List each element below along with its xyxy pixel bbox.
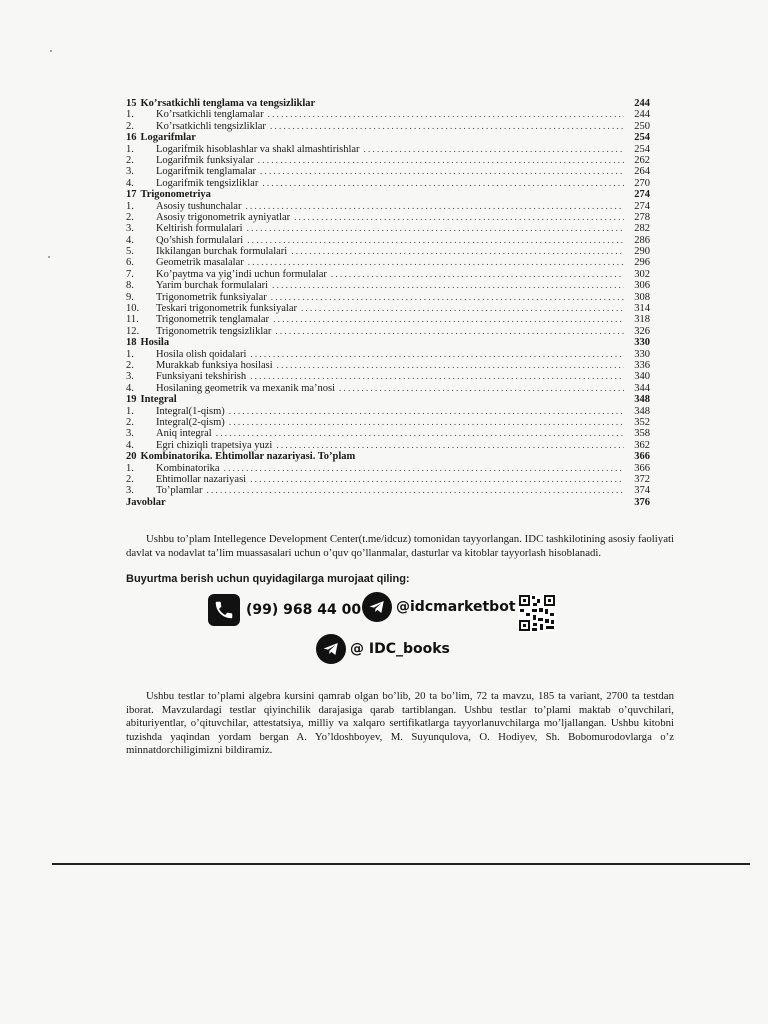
telegram-bot-contact[interactable] <box>362 592 516 622</box>
toc-section-title: Trigonometrik tengsizliklar <box>156 325 272 337</box>
toc-section[interactable] <box>126 406 650 417</box>
toc-section[interactable] <box>126 349 650 360</box>
toc-section[interactable] <box>126 235 650 246</box>
toc-section-number: 8. <box>126 280 134 292</box>
toc-leader-dots <box>224 463 624 474</box>
toc-section-number: 2. <box>126 359 134 371</box>
toc-page-number: 366 <box>634 451 650 463</box>
toc-chapter-number: 18 <box>126 337 137 349</box>
toc-leader-dots <box>250 371 624 382</box>
toc-section-title: Qo’shish formulalari <box>156 234 244 246</box>
toc-page-number: 358 <box>634 428 650 440</box>
toc-page-number: 336 <box>634 359 650 371</box>
toc-section-number: 1. <box>126 462 134 474</box>
toc-leader-dots <box>364 144 624 155</box>
toc-section[interactable] <box>126 166 650 177</box>
toc-leader-dots <box>294 212 624 223</box>
toc-section-title: Trigonometrik tenglamalar <box>156 314 270 326</box>
toc-page-number: 340 <box>634 371 650 383</box>
toc-section-number: 1. <box>126 200 134 212</box>
toc-section[interactable] <box>126 144 650 155</box>
toc-page-number: 306 <box>634 280 650 292</box>
toc-chapter-title: Kombinatorika. Ehtimollar nazariyasi. To’plam <box>140 451 356 463</box>
toc-section[interactable] <box>126 303 650 314</box>
toc-chapter[interactable] <box>126 132 650 143</box>
toc-page-number: 244 <box>634 98 650 109</box>
toc-section[interactable] <box>126 121 650 132</box>
toc-page-number: 254 <box>634 132 650 144</box>
toc-leader-dots <box>247 223 624 234</box>
toc-section-number: 1. <box>126 143 134 155</box>
telegram-channel-handle: @ IDC_books <box>350 641 450 657</box>
footer-divider <box>52 863 750 865</box>
toc-leader-dots <box>245 201 624 212</box>
toc-leader-dots <box>275 326 624 337</box>
telegram-channel-contact[interactable] <box>316 634 450 664</box>
toc-section-number: 4. <box>126 234 134 246</box>
toc-section-title: Logarifmik tenglamalar <box>156 166 257 178</box>
toc-leader-dots <box>262 178 624 189</box>
toc-section[interactable] <box>126 223 650 234</box>
toc-section-number: 2. <box>126 154 134 166</box>
toc-leader-dots <box>271 292 624 303</box>
toc-section-title: Ehtimollar nazariyasi <box>156 473 247 485</box>
toc-section-title: Asosiy tushunchalar <box>156 200 242 212</box>
toc-leader-dots <box>250 474 624 485</box>
toc-section[interactable] <box>126 474 650 485</box>
phone-number: (99) 968 44 00 <box>246 602 362 618</box>
toc-section[interactable] <box>126 212 650 223</box>
toc-section[interactable] <box>126 326 650 337</box>
toc-section[interactable] <box>126 201 650 212</box>
toc-page-number: 352 <box>634 416 650 428</box>
toc-leader-dots <box>229 406 624 417</box>
toc-leader-dots <box>216 428 624 439</box>
toc-section[interactable] <box>126 417 650 428</box>
toc-section-number: 10. <box>126 303 140 315</box>
toc-section-title: Logarifmik hisoblashlar va shakl almashtirishlar <box>156 143 360 155</box>
telegram-icon <box>316 634 346 664</box>
toc-page-number: 244 <box>634 109 650 121</box>
toc-page-number: 296 <box>634 257 650 269</box>
toc-section[interactable] <box>126 178 650 189</box>
toc-section-number: 2. <box>126 120 134 132</box>
toc-section-title: Aniq integral <box>156 428 212 440</box>
toc-page-number: 330 <box>634 337 650 349</box>
toc-leader-dots <box>331 269 624 280</box>
toc-section-number: 3. <box>126 223 134 235</box>
toc-chapter[interactable] <box>126 451 650 462</box>
toc-section-title: Ko’paytma va yig’indi uchun formulalar <box>156 268 327 280</box>
table-of-contents <box>126 98 650 508</box>
toc-section[interactable] <box>126 360 650 371</box>
toc-section-title: Asosiy trigonometrik ayniyatlar <box>156 211 291 223</box>
toc-section[interactable] <box>126 463 650 474</box>
toc-section-number: 7. <box>126 268 134 280</box>
toc-leader-dots <box>250 349 624 360</box>
toc-section[interactable] <box>126 314 650 325</box>
intro-paragraph: Ushbu to’plam Intellegence Development Center(t.me/idcuz) tomonidan tayyorlangan. IDC tashkilotining asosiy faoliyati davlat va nodavlat ta’lim muassasalari uchun o’quv qo’llanmalar, dasturlar va kitoblar tayyorlash hisoblanadi. <box>126 533 674 559</box>
order-heading: Buyurtma berish uchun quyidagilarga murojaat qiling: <box>126 573 410 585</box>
toc-chapter-number: 16 <box>126 132 137 144</box>
toc-leader-dots <box>301 303 624 314</box>
toc-chapter[interactable] <box>126 337 650 348</box>
toc-chapter-title: Ko’rsatkichli tenglama va tengsizliklar <box>140 98 316 109</box>
toc-chapter-title: Javoblar <box>126 496 166 508</box>
toc-chapter-title: Trigonometriya <box>140 189 211 201</box>
toc-page-number: 376 <box>634 496 650 508</box>
toc-section-number: 3. <box>126 485 134 497</box>
toc-leader-dots <box>247 235 624 246</box>
toc-section-title: Kombinatorika <box>156 462 220 474</box>
toc-section[interactable] <box>126 257 650 268</box>
toc-section-title: Ikkilangan burchak formulalari <box>156 246 288 258</box>
toc-page-number: 274 <box>634 200 650 212</box>
toc-chapter-number: 20 <box>126 451 137 463</box>
toc-section-title: Yarim burchak formulalari <box>156 280 269 292</box>
toc-page-number: 348 <box>634 394 650 406</box>
toc-chapter[interactable] <box>126 98 650 109</box>
toc-section-number: 6. <box>126 257 134 269</box>
toc-section-title: Teskari trigonometrik funksiyalar <box>156 303 297 315</box>
toc-page-number: 362 <box>634 439 650 451</box>
toc-page-number: 264 <box>634 166 650 178</box>
toc-section-number: 12. <box>126 325 140 337</box>
toc-section-number: 2. <box>126 416 134 428</box>
toc-page-number: 372 <box>634 473 650 485</box>
qr-code-icon <box>518 594 556 632</box>
toc-leader-dots <box>207 485 625 496</box>
toc-section-number: 2. <box>126 473 134 485</box>
toc-page-number: 314 <box>634 303 650 315</box>
toc-section[interactable] <box>126 280 650 291</box>
toc-chapter-number: 19 <box>126 394 137 406</box>
toc-page-number: 302 <box>634 268 650 280</box>
toc-chapter[interactable] <box>126 189 650 200</box>
toc-section-number: 1. <box>126 405 134 417</box>
toc-leader-dots <box>273 314 624 325</box>
toc-leader-dots <box>277 360 624 371</box>
toc-section-title: Egri chiziqli trapetsiya yuzi <box>156 439 273 451</box>
toc-section-number: 4. <box>126 439 134 451</box>
toc-leader-dots <box>339 383 624 394</box>
toc-page-number: 344 <box>634 382 650 394</box>
toc-chapter-title: Integral <box>140 394 177 406</box>
toc-page-number: 262 <box>634 154 650 166</box>
toc-leader-dots <box>258 155 624 166</box>
toc-page-number: 374 <box>634 485 650 497</box>
toc-chapter-title: Hosila <box>140 337 170 349</box>
toc-page-number: 270 <box>634 177 650 189</box>
toc-section[interactable] <box>126 428 650 439</box>
toc-page-number: 326 <box>634 325 650 337</box>
toc-leader-dots <box>229 417 624 428</box>
toc-section-number: 1. <box>126 348 134 360</box>
phone-contact[interactable] <box>208 594 361 626</box>
toc-section[interactable] <box>126 246 650 257</box>
toc-section-title: Integral(1-qism) <box>156 405 225 417</box>
toc-chapter-number: 17 <box>126 189 137 201</box>
toc-chapter[interactable] <box>126 497 650 508</box>
toc-page-number: 366 <box>634 462 650 474</box>
toc-section-number: 11. <box>126 314 139 326</box>
toc-section[interactable] <box>126 155 650 166</box>
toc-section-title: To’plamlar <box>156 485 203 497</box>
toc-chapter-title: Logarifmlar <box>140 132 196 144</box>
toc-section[interactable] <box>126 440 650 451</box>
toc-section-title: Funksiyani tekshirish <box>156 371 247 383</box>
toc-section-title: Hosila olish qoidalari <box>156 348 247 360</box>
toc-leader-dots <box>270 121 624 132</box>
toc-page-number: 282 <box>634 223 650 235</box>
toc-chapter[interactable] <box>126 394 650 405</box>
toc-section-title: Ko’rsatkichli tenglamalar <box>156 109 264 121</box>
toc-section-title: Logarifmik funksiyalar <box>156 154 254 166</box>
toc-section[interactable] <box>126 371 650 382</box>
toc-page-number: 286 <box>634 234 650 246</box>
phone-icon <box>208 594 240 626</box>
toc-section-number: 3. <box>126 428 134 440</box>
toc-leader-dots <box>268 109 624 120</box>
toc-page-number: 274 <box>634 189 650 201</box>
toc-leader-dots <box>260 166 624 177</box>
toc-section-number: 4. <box>126 177 134 189</box>
toc-leader-dots <box>272 280 624 291</box>
toc-section[interactable] <box>126 109 650 120</box>
toc-page-number: 308 <box>634 291 650 303</box>
toc-page-number: 290 <box>634 246 650 258</box>
toc-section-title: Ko’rsatkichli tengsizliklar <box>156 120 266 132</box>
toc-section-number: 9. <box>126 291 134 303</box>
toc-page-number: 254 <box>634 143 650 155</box>
toc-section[interactable] <box>126 269 650 280</box>
toc-page-number: 278 <box>634 211 650 223</box>
toc-section[interactable] <box>126 485 650 496</box>
toc-chapter-number: 15 <box>126 98 137 109</box>
toc-section-number: 2. <box>126 211 134 223</box>
toc-section-title: Hosilaning geometrik va mexanik ma’nosi <box>156 382 336 394</box>
toc-section-number: 4. <box>126 382 134 394</box>
toc-section-number: 1. <box>126 109 134 121</box>
toc-section-title: Geometrik masalalar <box>156 257 244 269</box>
toc-page-number: 318 <box>634 314 650 326</box>
telegram-bot-handle: @idcmarketbot <box>396 599 516 615</box>
description-paragraph: Ushbu testlar to’plami algebra kursini qamrab olgan bo’lib, 20 ta bo’lim, 72 ta mavzu, 185 ta variant, 2700 ta testdan iborat. Mavzulardagi testlar qiyinchilik darajasiga qarab tartiblangan. Ushbu testlar to’plami maktab o’quvchilari, abituriyentlar, o’qituvchilar, attestatsiya, milliy va xalqaro sertifikatlarga tayyorlanuvchilarga mo’ljallangan. Ushbu kitobni tuzishda yaqindan yordam bergan A. Yo’ldoshboyev, M. Suyunqulova, O. Hodiyev, Sh. Bobomurodovlarga o’z minnatdorchiligimizni bildiramiz. <box>126 690 674 757</box>
toc-section-title: Murakkab funksiya hosilasi <box>156 359 273 371</box>
toc-section-number: 3. <box>126 371 134 383</box>
toc-section[interactable] <box>126 383 650 394</box>
toc-section-title: Logarifmik tengsizliklar <box>156 177 259 189</box>
toc-page-number: 348 <box>634 405 650 417</box>
toc-section-title: Integral(2-qism) <box>156 416 225 428</box>
toc-page-number: 330 <box>634 348 650 360</box>
toc-leader-dots <box>248 257 624 268</box>
toc-leader-dots <box>276 440 624 451</box>
telegram-icon <box>362 592 392 622</box>
toc-section-title: Keltirish formulalari <box>156 223 243 235</box>
toc-page-number: 250 <box>634 120 650 132</box>
toc-section[interactable] <box>126 292 650 303</box>
toc-leader-dots <box>291 246 624 257</box>
toc-section-number: 3. <box>126 166 134 178</box>
toc-section-title: Trigonometrik funksiyalar <box>156 291 267 303</box>
toc-section-number: 5. <box>126 246 134 258</box>
